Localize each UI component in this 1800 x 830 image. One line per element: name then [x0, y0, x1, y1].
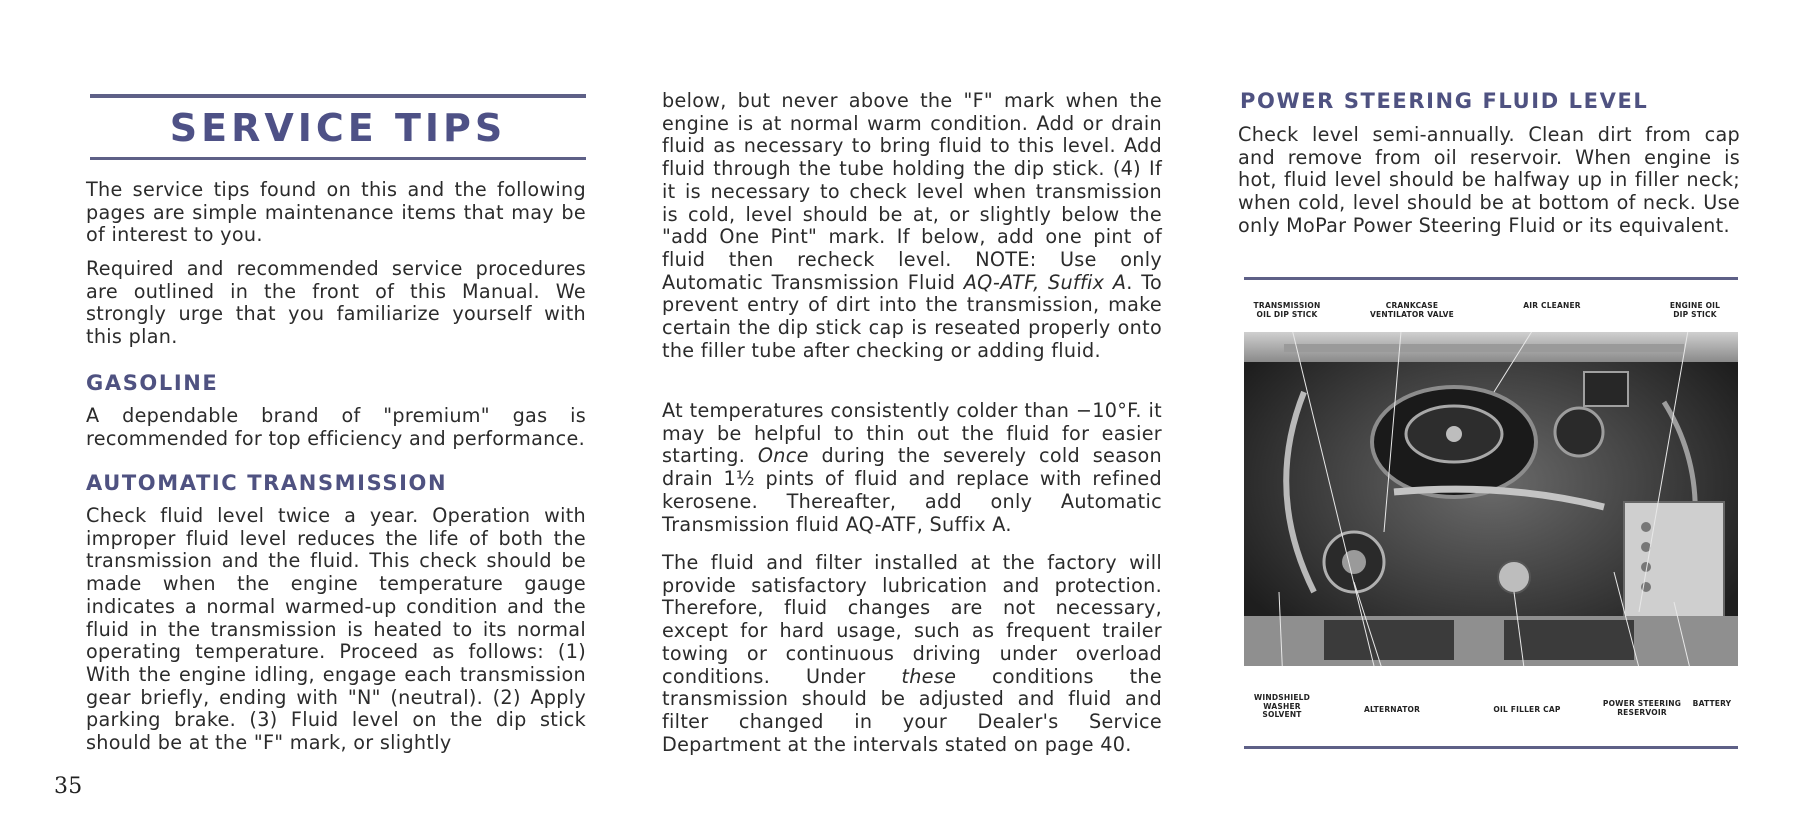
cold-part-2: during the severely cold season drain 1½ pints of fluid and replace with refined kerosene. Thereafter, add only Automatic Transmission fluid AQ-ATF, Suffix A. — [662, 444, 1162, 536]
engine-photo — [1244, 332, 1738, 666]
intro-paragraph-2: Required and recommended service procedures are outlined in the front of this Manual. We strongly urge that you familiarize yourself with this plan. — [86, 257, 586, 349]
title-top-rule — [90, 94, 586, 98]
diagram-bottom-rule — [1244, 746, 1738, 749]
page-number: 35 — [54, 774, 83, 799]
label-windshield-washer: WINDSHIELD WASHER SOLVENT — [1253, 693, 1311, 719]
continued-part-1: below, but never above the "F" mark when the engine is at normal warm condition. Add or drain fluid as necessary to bring fluid to this level. Add fluid through the tube holding the dip stick. (4) If it is necessary to check level when transmission is cold, level should be at, or slightly below the "add One Pint" mark. If below, add one pint of fluid then recheck level. NOTE: Use only Automatic Transmission Fluid — [662, 89, 1162, 294]
label-transmission-dip-stick: TRANSMISSION OIL DIP STICK — [1253, 301, 1321, 319]
intro-paragraph-1: The service tips found on this and the following pages are simple maintenance items that may be of interest to you. — [86, 178, 586, 247]
power-steering-heading: POWER STEERING FLUID LEVEL — [1240, 89, 1649, 113]
page-title: SERVICE TIPS — [169, 106, 507, 150]
gasoline-heading: GASOLINE — [86, 371, 219, 395]
cold-part-1: At temperatures consistently colder than −10°F. it may be helpful to thin out the fluid for easier starting. — [662, 399, 1162, 468]
continued-italic: AQ-ATF, Suffix A — [963, 270, 1127, 294]
label-battery: BATTERY — [1692, 699, 1732, 708]
engine-diagram — [1242, 296, 1738, 746]
title-bottom-rule — [90, 157, 586, 160]
diagram-top-rule — [1244, 277, 1738, 280]
transmission-continued-text — [662, 90, 1162, 362]
automatic-transmission-text: Check fluid level twice a year. Operation with improper fluid level reduces the life of both the transmission and the fluid. This check should be made when the engine temperature gauge indicates a normal warmed-up condition and the fluid in the transmission is heated to its normal operating temperature. Proceed as follows: (1) With the engine idling, engage each transmission gear briefly, ending with "N" (neutral). (2) Apply parking brake. (3) Fluid level on the dip stick should be at the "F" mark, or slightly — [86, 504, 586, 755]
label-oil-filler-cap: OIL FILLER CAP — [1493, 705, 1561, 714]
label-alternator: ALTERNATOR — [1363, 705, 1421, 714]
cold-temperature-text — [662, 400, 1162, 536]
label-engine-oil-dip-stick: ENGINE OIL DIP STICK — [1669, 301, 1721, 319]
filter-italic: these — [901, 664, 957, 688]
filter-part-2: conditions the transmission should be adjusted and fluid and filter changed in your Dealer's Service Department at the intervals stated on page 40. — [662, 664, 1162, 756]
label-crankcase-valve: CRANKCASE VENTILATOR VALVE — [1370, 301, 1454, 319]
label-power-steering-reservoir: POWER STEERING RESERVOIR — [1602, 699, 1682, 717]
power-steering-text: Check level semi-annually. Clean dirt from cap and remove from oil reservoir. When engine is hot, fluid level should be halfway up in filler neck; when cold, level should be at bottom of neck. Use only MoPar Power Steering Fluid or its equivalent. — [1238, 123, 1740, 237]
continued-part-2: . To prevent entry of dirt into the transmission, make certain the dip stick cap is reseated properly onto the filler tube after checking or adding fluid. — [662, 270, 1162, 362]
service-tips-title-box — [90, 94, 586, 160]
gasoline-text: A dependable brand of "premium" gas is recommended for top efficiency and performance. — [86, 404, 586, 450]
cold-italic: Once — [757, 444, 809, 468]
label-air-cleaner: AIR CLEANER — [1523, 301, 1581, 310]
filter-part-1: The fluid and filter installed at the factory will provide satisfactory lubrication and protection. Therefore, fluid changes are not necessary, except for hard usage, such as frequent trailer towing or continuous driving under overload conditions. Under — [662, 551, 1162, 688]
engine-photo-illustration — [1244, 332, 1738, 666]
fluid-filter-text — [662, 552, 1162, 756]
automatic-transmission-heading: AUTOMATIC TRANSMISSION — [86, 471, 448, 495]
